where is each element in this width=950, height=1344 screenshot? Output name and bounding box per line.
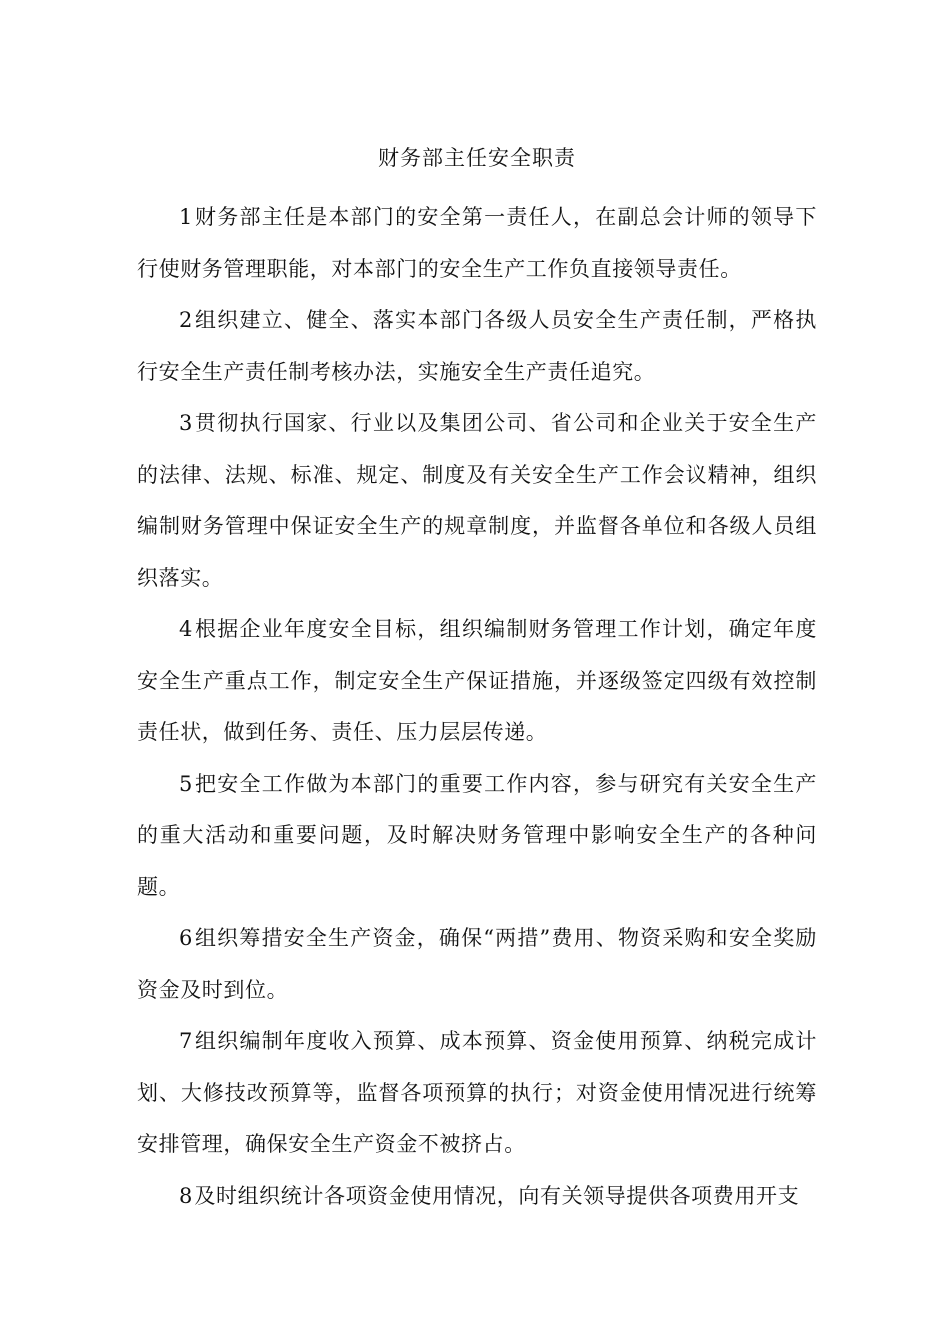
paragraph-text: 贯彻执行国家、行业以及集团公司、省公司和企业关于安全生产的法律、法规、标准、规定、制度及有关安全生产工作会议精神，组织编制财务管理中保证安全生产的规章制度，并监督各单位和各级人员组织落实。	[137, 411, 817, 590]
paragraph-number: 4	[179, 617, 193, 641]
paragraph-text: 根据企业年度安全目标，组织编制财务管理工作计划，确定年度安全生产重点工作，制定安全生产保证措施，并逐级签定四级有效控制责任状，做到任务、责任、压力层层传递。	[137, 617, 817, 744]
paragraph-number: 7	[179, 1029, 193, 1053]
paragraph-6	[137, 913, 817, 1016]
paragraph-number: 8	[179, 1183, 193, 1208]
paragraph-text: 把安全工作做为本部门的重要工作内容，参与研究有关安全生产的重大活动和重要问题，及时解决财务管理中影响安全生产的各种问题。	[137, 771, 817, 899]
paragraph-number: 3	[179, 411, 193, 435]
paragraph-text: 及时组织统计各项资金使用情况，向有关领导提供各项费用开支	[194, 1183, 800, 1208]
paragraph-8	[137, 1171, 817, 1223]
paragraph-text: 组织筹措安全生产资金，确保“两措”费用、物资采购和安全奖励资金及时到位。	[137, 926, 817, 1002]
paragraph-2	[137, 295, 817, 398]
document-body	[137, 140, 817, 1222]
paragraph-3	[137, 398, 817, 604]
paragraph-text: 组织建立、健全、落实本部门各级人员安全生产责任制，严格执行安全生产责任制考核办法，实施安全生产责任追究。	[137, 308, 817, 384]
paragraph-text: 组织编制年度收入预算、成本预算、资金使用预算、纳税完成计划、大修技改预算等，监督各项预算的执行；对资金使用情况进行统筹安排管理，确保安全生产资金不被挤占。	[137, 1029, 817, 1156]
paragraph-5	[137, 759, 817, 914]
paragraph-number: 2	[179, 308, 193, 332]
paragraph-number: 1	[179, 205, 193, 229]
paragraph-4	[137, 604, 817, 759]
document-title: 财务部主任安全职责	[378, 146, 576, 170]
paragraph-number: 6	[179, 926, 193, 950]
paragraph-number: 5	[179, 771, 193, 796]
paragraph-1	[137, 192, 817, 295]
paragraph-text: 财务部主任是本部门的安全第一责任人，在副总会计师的领导下行使财务管理职能，对本部门的安全生产工作负直接领导责任。	[137, 205, 817, 281]
paragraph-7	[137, 1016, 817, 1171]
